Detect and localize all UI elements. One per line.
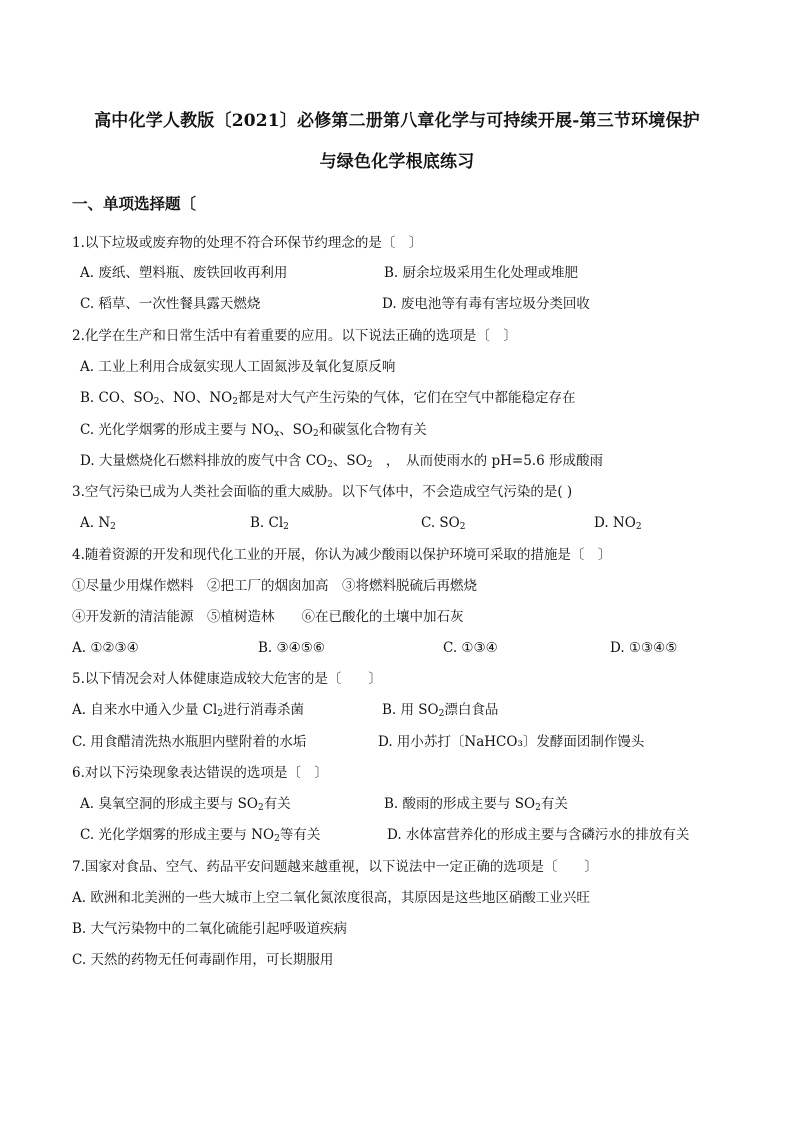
document-title-line2: 与绿色化学根底练习	[319, 152, 475, 172]
question-7-option-b: B. 大气污染物中的二氧化硫能引起呼吸道疾病	[72, 921, 348, 937]
question-1-option-d: D. 废电池等有毒有害垃圾分类回收	[382, 296, 590, 312]
question-1-option-c: C. 稻草、一次性餐具露天燃烧	[80, 296, 261, 312]
question-6-option-a: A. 臭氧空洞的形成主要与 $SO_2$有关	[80, 796, 291, 813]
question-2-option-c: C. 光化学烟雾的形成主要与 $NO_x$、$SO_2$和碳氢化合物有关	[80, 422, 427, 439]
question-2-option-a: A. 工业上利用合成氨实现人工固氮涉及氧化复原反响	[80, 359, 396, 375]
question-1-option-a: A. 废纸、塑料瓶、废铁回收再利用	[80, 265, 288, 281]
question-4-option-a: A. ①②③④	[72, 640, 139, 656]
section-heading: 一、单项选择题〔	[72, 194, 197, 213]
question-4-measures-line1: ①尽量少用煤作燃料 ②把工厂的烟囱加高 ③将燃料脱硫后再燃烧	[72, 578, 477, 594]
question-6-option-d: D. 水体富营养化的形成主要与含磷污水的排放有关	[387, 827, 690, 843]
question-5-option-d: D. 用小苏打〔NaHCO₃〕发酵面团制作馒头	[378, 734, 645, 750]
question-5-option-b: B. 用 $SO_2$漂白食品	[382, 702, 499, 719]
question-7-option-a: A. 欧洲和北美洲的一些大城市上空二氧化氮浓度很高，其原因是这些地区硝酸工业兴旺	[72, 890, 590, 906]
question-6-option-c: C. 光化学烟雾的形成主要与 $NO_2$等有关	[80, 827, 321, 844]
question-2-stem: 2.化学在生产和日常生活中有着重要的应用。以下说法正确的选项是〔 〕	[72, 328, 517, 344]
question-2-option-d: D. 大量燃烧化石燃料排放的废气中含 $CO_2$、$SO_2$ ， 从而使雨水的 pH=5.6 形成酸雨	[80, 453, 603, 470]
question-3-option-c: C. $SO_2$	[421, 515, 466, 532]
question-1-stem: 1.以下垃圾或废弃物的处理不符合环保节约理念的是〔 〕	[72, 235, 423, 251]
question-4-option-b: B. ③④⑤⑥	[258, 640, 325, 656]
question-5-stem: 5.以下情况会对人体健康造成较大危害的是〔 〕	[72, 671, 382, 687]
question-7-option-c: C. 天然的药物无任何毒副作用，可长期服用	[72, 952, 334, 968]
question-7-stem: 7.国家对食品、空气、药品平安问题越来越重视，以下说法中一定正确的选项是〔 〕	[72, 859, 598, 875]
question-6-stem: 6.对以下污染现象表达错误的选项是〔 〕	[72, 765, 328, 781]
question-4-measures-line2: ④开发新的清洁能源 ⑤植树造林 ⑥在已酸化的土壤中加石灰	[72, 609, 464, 625]
question-1-option-b: B. 厨余垃圾采用生化处理或堆肥	[384, 265, 579, 281]
question-4-option-c: C. ①③④	[443, 640, 498, 656]
question-6-option-b: B. 酸雨的形成主要与 $SO_2$有关	[384, 796, 568, 813]
question-5-option-c: C. 用食醋清洗热水瓶胆内壁附着的水垢	[72, 734, 307, 750]
question-2-option-b: B. CO、$SO_2$、NO、$NO_2$都是对大气产生污染的气体，它们在空气中都能稳定存在	[80, 390, 576, 407]
question-4-stem: 4.随着资源的开发和现代化工业的开展，你认为减少酸雨以保护环境可采取的措施是〔 〕	[72, 547, 612, 563]
document-title-line1: 高中化学人教版〔2021〕必修第二册第八章化学与可持续开展-第三节环境保护	[94, 111, 700, 131]
question-3-option-b: B. $Cl_2$	[250, 515, 289, 532]
question-3-stem: 3.空气污染已成为人类社会面临的重大威胁。以下气体中，不会造成空气污染的是( )	[72, 484, 573, 500]
question-3-option-d: D. $NO_2$	[594, 515, 642, 532]
question-5-option-a: A. 自来水中通入少量 $Cl_2$进行消毒杀菌	[72, 702, 305, 719]
question-3-option-a: A. $N_2$	[80, 515, 116, 532]
question-4-option-d: D. ①③④⑤	[610, 640, 678, 656]
